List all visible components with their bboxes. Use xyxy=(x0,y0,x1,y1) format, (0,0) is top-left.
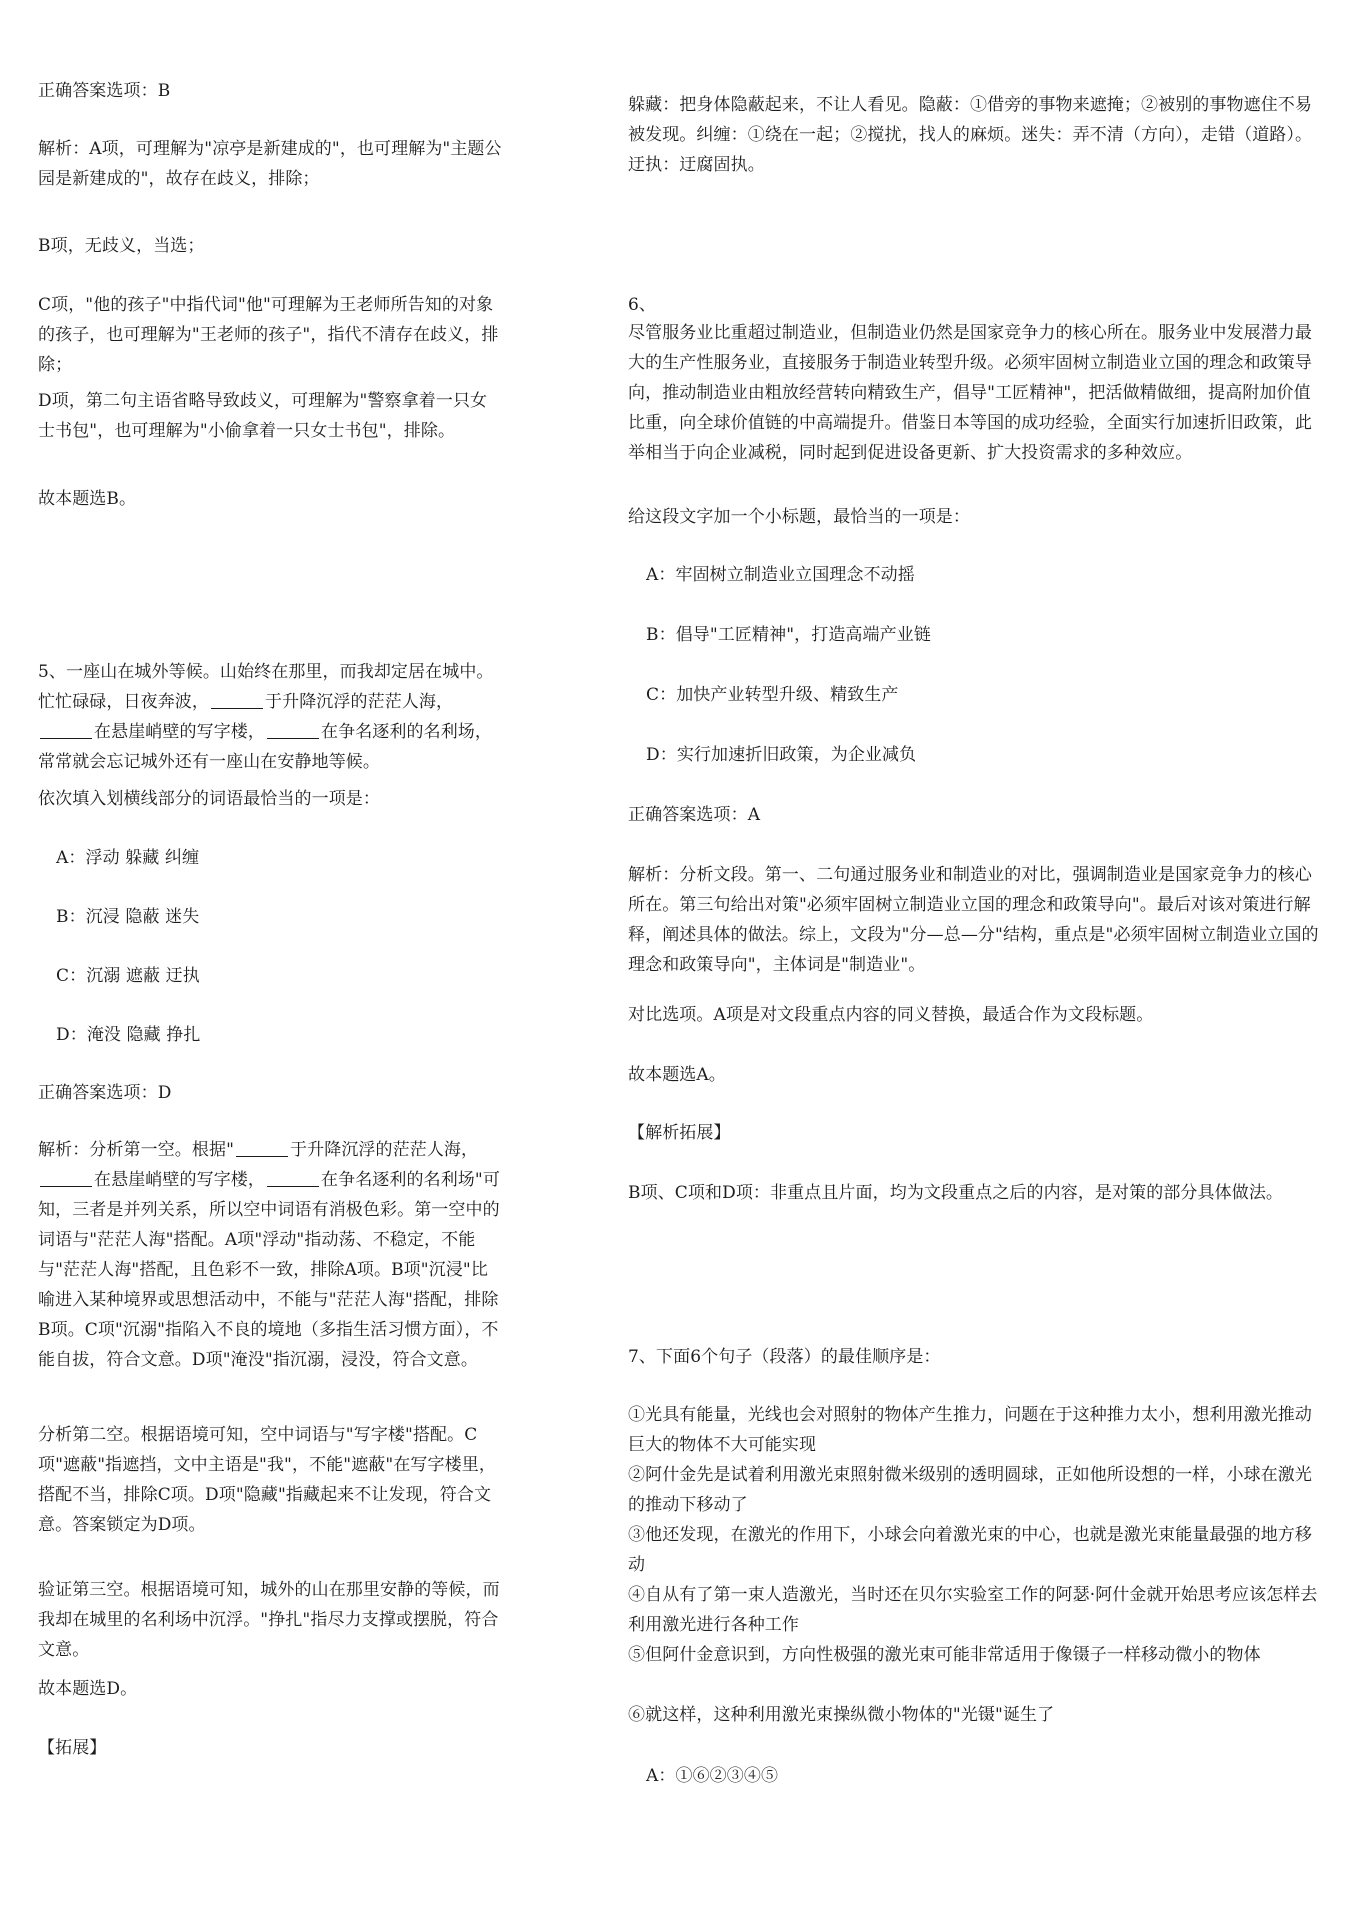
q6-conclusion: 故本题选A。 xyxy=(628,1065,726,1085)
q7-sentence-6: ⑥就这样，这种利用激光束操纵微小物体的"光镊"诞生了 xyxy=(628,1705,1055,1725)
q5-option-c: C：沉溺 遮蔽 迂执 xyxy=(56,966,200,986)
q6-compare: 对比选项。A项是对文段重点内容的同义替换，最适合作为文段标题。 xyxy=(628,1005,1154,1025)
q5-extend-title: 【拓展】 xyxy=(38,1738,107,1758)
fill-blank-2 xyxy=(40,721,92,739)
q7-sentence-4: ④自从有了第一束人造激光，当时还在贝尔实验室工作的阿瑟·阿什金就开始思考应该怎样去利用激光进行各种工作 xyxy=(628,1585,1318,1635)
prev-conclusion: 故本题选B。 xyxy=(38,489,137,509)
q6-option-a: A：牢固树立制造业立国理念不动摇 xyxy=(646,565,915,585)
q5-prompt: 依次填入划横线部分的词语最恰当的一项是： xyxy=(38,789,380,809)
q5-part3: 在争名逐利的名利场，常常就会忘记城外还有一座山在安静地等候。 xyxy=(38,722,492,772)
prev-analysis-b: B项，无歧义，当选； xyxy=(38,236,205,256)
q5-option-b: B：沉浸 隐蔽 迷失 xyxy=(56,907,200,927)
q6-answer: 正确答案选项：A xyxy=(628,805,761,825)
q6-option-b: B：倡导"工匠精神"，打造高端产业链 xyxy=(646,625,931,645)
analysis-blank-1 xyxy=(236,1139,288,1157)
q5-conclusion: 故本题选D。 xyxy=(38,1679,138,1699)
q5-analysis-3: 验证第三空。根据语境可知，城外的山在那里安静的等候，而我却在城里的名利场中沉浮。"挣扎"指尽力支撑或摆脱，符合文意。 xyxy=(38,1580,500,1660)
fill-blank-3 xyxy=(267,721,319,739)
q5-analysis-2: 分析第二空。根据语境可知，空中词语与"写字楼"搭配。C项"遮蔽"指遮挡，文中主语是"我"，不能"遮蔽"在写字楼里，搭配不当，排除C项。D项"隐藏"指藏起来不让发现，符合文意。答案锁定为D项。 xyxy=(38,1425,496,1535)
q5-answer: 正确答案选项：D xyxy=(38,1083,172,1103)
q6-option-c: C：加快产业转型升级、精致生产 xyxy=(646,685,899,705)
q7-title: 7、下面6个句子（段落）的最佳顺序是： xyxy=(628,1347,941,1367)
q5-part2: 在悬崖峭壁的写字楼， xyxy=(94,722,265,742)
q7-option-a: A：①⑥②③④⑤ xyxy=(646,1766,779,1786)
q6-extend-text: B项、C项和D项：非重点且片面，均为文段重点之后的内容，是对策的部分具体做法。 xyxy=(628,1183,1284,1203)
analysis-blank-3 xyxy=(267,1169,319,1187)
q5-analysis-1 xyxy=(38,1135,504,1375)
prev-analysis-d: D项，第二句主语省略导致歧义，可理解为"警察拿着一只女士书包"，也可理解为"小偷拿着一只女士书包"，排除。 xyxy=(38,391,488,441)
q5-option-d: D：淹没 隐藏 挣扎 xyxy=(56,1025,201,1045)
analysis-blank-2 xyxy=(40,1169,92,1187)
q6-extend-title: 【解析拓展】 xyxy=(628,1123,731,1143)
q5-analysis1-rest: 在争名逐利的名利场"可知，三者是并列关系，所以空中词语有消极色彩。第一空中的词语与"茫茫人海"搭配。A项"浮动"指动荡、不稳定，不能与"茫茫人海"搭配，且色彩不一致，排除A项。B项"沉浸"比喻进入某种境界或思想活动中，不能与"茫茫人海"搭配，排除B项。C项"沉溺"指陷入不良的境地（多指生活习惯方面），不能自拔，符合文意。D项"淹没"指沉溺，浸没，符合文意。 xyxy=(38,1170,500,1370)
q6-prompt: 给这段文字加一个小标题，最恰当的一项是： xyxy=(628,507,970,527)
q7-sentence-3: ③他还发现，在激光的作用下，小球会向着激光束的中心，也就是激光束能量最强的地方移动 xyxy=(628,1525,1312,1575)
prev-answer: 正确答案选项：B xyxy=(38,81,171,101)
q5-intro: 5、一座山在城外等候。山始终在那里，而我却定居在城中。忙忙碌碌，日夜奔波， xyxy=(38,662,494,712)
question-5-stem xyxy=(38,657,504,777)
q6-passage: 尽管服务业比重超过制造业，但制造业仍然是国家竞争力的核心所在。服务业中发展潜力最大的生产性服务业，直接服务于制造业转型升级。必须牢固树立制造业立国的理念和政策导向，推动制造业由粗放经营转向精致生产，倡导"工匠精神"，把活做精做细，提高附加价值比重，向全球价值链的中高端提升。借鉴日本等国的成功经验，全面实行加速折旧政策，此举相当于向企业减税，同时起到促进设备更新、扩大投资需求的多种效应。 xyxy=(628,323,1312,463)
q5-option-a: A：浮动 躲藏 纠缠 xyxy=(56,848,200,868)
q5-extend-text: 躲藏：把身体隐蔽起来，不让人看见。隐蔽：①借旁的事物来遮掩；②被别的事物遮住不易被发现。纠缠：①绕在一起；②搅扰，找人的麻烦。迷失：弄不清（方向），走错（道路）。迂执：迂腐固执。 xyxy=(628,95,1313,175)
fill-blank-1 xyxy=(211,691,263,709)
q6-option-d: D：实行加速折旧政策，为企业减负 xyxy=(646,745,917,765)
q6-number: 6、 xyxy=(628,295,657,315)
prev-analysis-a: 解析：A项，可理解为"凉亭是新建成的"，也可理解为"主题公园是新建成的"，故存在歧义，排除； xyxy=(38,139,502,189)
q5-analysis1-mid1: 于升降沉浮的茫茫人海， xyxy=(290,1140,479,1160)
q5-part1: 于升降沉浮的茫茫人海， xyxy=(265,692,454,712)
q5-analysis1-mid2: 在悬崖峭壁的写字楼， xyxy=(94,1170,265,1190)
q7-sentence-5: ⑤但阿什金意识到，方向性极强的激光束可能非常适用于像镊子一样移动微小的物体 xyxy=(628,1645,1261,1665)
prev-analysis-c: C项，"他的孩子"中指代词"他"可理解为王老师所告知的对象的孩子，也可理解为"王老师的孩子"，指代不清存在歧义，排除； xyxy=(38,295,499,375)
q7-sentence-2: ②阿什金先是试着利用激光束照射微米级别的透明圆球，正如他所设想的一样，小球在激光的推动下移动了 xyxy=(628,1465,1312,1515)
q6-analysis: 解析：分析文段。第一、二句通过服务业和制造业的对比，强调制造业是国家竞争力的核心所在。第三句给出对策"必须牢固树立制造业立国的理念和政策导向"。最后对该对策进行解释，阐述具体的做法。综上，文段为"分—总—分"结构，重点是"必须牢固树立制造业立国的理念和政策导向"，主体词是"制造业"。 xyxy=(628,865,1319,975)
q5-analysis1-start: 解析：分析第一空。根据" xyxy=(38,1140,235,1160)
q7-sentence-1: ①光具有能量，光线也会对照射的物体产生推力，问题在于这种推力太小，想利用激光推动巨大的物体不大可能实现 xyxy=(628,1405,1312,1455)
